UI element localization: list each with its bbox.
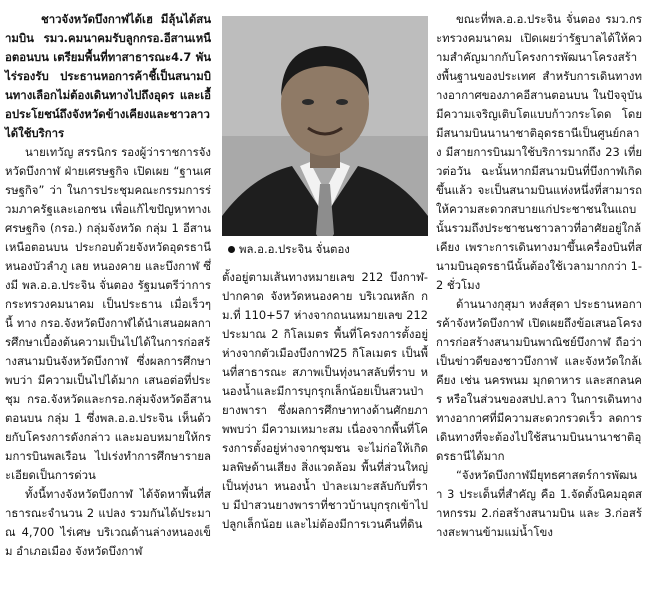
paragraph-land: ทั้งนี้ทางจังหวัดบึงกาฬ ได้จัดหาพื้นที่สาธารณะจำนวน 2 แปลง รวมกันได้ประมาณ 4,700 ไร่เศษ บริเวณด้านล่างหนองเข็ม อำเภอเมือง จังหวัดบึงกาฬ xyxy=(5,487,211,558)
photo-caption xyxy=(222,236,428,262)
column-left xyxy=(5,10,211,561)
bullet-icon xyxy=(228,246,235,253)
caption-text: พล.อ.อ.ประจิน จั่นตอง xyxy=(239,242,350,256)
portrait-photo xyxy=(222,16,428,262)
paragraph-location: ตั้งอยู่ตามเส้นทางหมายเลข 212 บึงกาฬ-ปากคาด จังหวัดหนองคาย บริเวณหลัก กม.ที่ 110+57 ห่างจากถนนหมายเลข 212 ประมาณ 2 กิโลเมตร พื้นที่โครงการตั้งอยู่ห่างจากตัวเมืองบึงกาฬ25 กิโลเมตร เป็นพื้นที่สาธารณะ สภาพเป็นทุ่งนาสลับที่ราบ หนองน้ำและมีการบุกรุกเล็กน้อยเป็นสวนป่ายางพารา ซึ่งผลการศึกษาทางด้านศักยภาพพบว่า มีความเหมาะสม เนื่องจากพื้นที่โครงการตั้งอยู่ห่างจากชุมชน จะไม่ก่อให้เกิดมลพิษด้านเสียง สิ่งแวดล้อม พื้นที่ส่วนใหญ่เป็นทุ่งนา หนองน้ำ ป่าละเมาะสลับกับที่ราบ มีป่าสวนยางพาราที่ชาวบ้านบุกรุกเข้าไปปลูกเล็กน้อย และไม่ต้องมีการเวนคืนที่ดิน xyxy=(222,270,428,531)
column-middle xyxy=(222,10,428,534)
paragraph-chamber: ด้านนางกุสุมา หงส์สุดา ประธานหอการค้าจังหวัดบึงกาฬ เปิดเผยถึงข้อเสนอโครงการก่อสร้างสนามบินพาณิชย์บึงกาฬ ถือว่าเป็นข่าวดีของชาวบึงกาฬ และจังหวัดใกล้เคียง เช่น นครพนม มุกดาหาร และสกลนคร หรือในส่วนของสปป.ลาว ในการเดินทางทางอากาศที่มีความสะดวกรวดเร็ว ลดการเดินทางที่จะต้องไปใช้สนามบินนานาชาติอุดรธานีได้มาก xyxy=(436,297,642,463)
portrait-illustration xyxy=(222,16,428,262)
article-headline: ชาวจังหวัดบึงกาฬได้เฮ มีลุ้นได้สนามบิน รมว.คมนาคมรับลูกกรอ.อีสานเหนือตอนบน เตรียมพื้นที่ทาสาธารณะ4.7 พันไร่รองรับ ประธานหอการค้าชี้เป็นสนามบินทางเลือกไม่ต้องเดินทางไปถึงอุดร และเอื้อประโยชน์ถึงจังหวัดข้างเคียงและชาวลาวได้ใช้บริการ xyxy=(5,12,211,140)
column-right xyxy=(436,10,642,542)
paragraph-minister: ขณะที่พล.อ.อ.ประจิน จั่นตอง รมว.กระทรวงคมนาคม เปิดเผยว่ารัฐบาลได้ให้ความสำคัญมากกับโครงการพัฒนาโครงสร้างพื้นฐานของประเทศ สำหรับการเดินทางทางอากาศของภาคอีสานตอนบน ในปัจจุบันมีความเจริญเติบโตแบบก้าวกระโดด โดยมีสนามบินนานาชาติอุดรธานีเป็นศูนย์กลาง มีสายการบินมาใช้บริการมากถึง 23 เที่ยวต่อวัน ฉะนั้นหากมีสนามบินที่บึงกาฬเกิดขึ้นแล้ว จะเป็นสนามบินแห่งหนึ่งที่สามารถให้ความสะดวกสบายแก่ประชาชนในแถบนั้นรวมถึงประชาชนชาวลาวที่อาศัยอยู่ใกล้เคียง เพราะการเดินทางมาขึ้นเครื่องบินที่สนามบินอุดรธานีนั้นต้องใช้เวลามากกว่า 1-2 ชั่วโมง xyxy=(436,12,642,292)
paragraph-strategy: “จังหวัดบึงกาฬมียุทธศาสตร์การพัฒนา 3 ประเด็นที่สำคัญ คือ 1.จัดตั้งนิคมอุตสาหกรรม 2.ก่อสร้างสนามบิน และ 3.ก่อสร้างสะพานข้ามแม่น้ำโขง xyxy=(436,468,642,539)
paragraph-intro: นายเทวัญ สรรนิกร รองผู้ว่าราชการจังหวัดบึงกาฬ ฝ่ายเศรษฐกิจ เปิดเผย “ฐานเศรษฐกิจ” ว่า ในการประชุมคณะกรรมการร่วมภาครัฐและเอกชน เพื่อแก้ไขปัญหาทางเศรษฐกิจ (กรอ.) กลุ่มจังหวัด กลุ่ม 1 อีสานเหนือตอนบน ประกอบด้วยจังหวัดอุดรธานี หนองบัวลำภู เลย หนองคาย และบึงกาฬ ซึ่งมี พล.อ.อ.ประจิน จั่นตอง รัฐมนตรีว่าการกระทรวงคมนาคม เป็นประธาน เมื่อเร็วๆ นี้ ทาง กรอ.จังหวัดบึงกาฬได้นำเสนอผลการศึกษาเบื้องต้นความเป็นไปได้ในการก่อสร้างสนามบินจังหวัดบึงกาฬ ซึ่งผลการศึกษาพบว่า มีความเป็นไปได้มาก เสนอต่อที่ประชุม กรอ.จังหวัดและกรอ.กลุ่มจังหวัดอีสานตอนบน กลุ่ม 1 ซึ่งพล.อ.อ.ประจิน เห็นด้วยกับโครงการดังกล่าว และมอบหมายให้กรมการบินพลเรือน ไปเร่งทำการศึกษารายละเอียดเป็นการด่วน xyxy=(5,145,211,482)
